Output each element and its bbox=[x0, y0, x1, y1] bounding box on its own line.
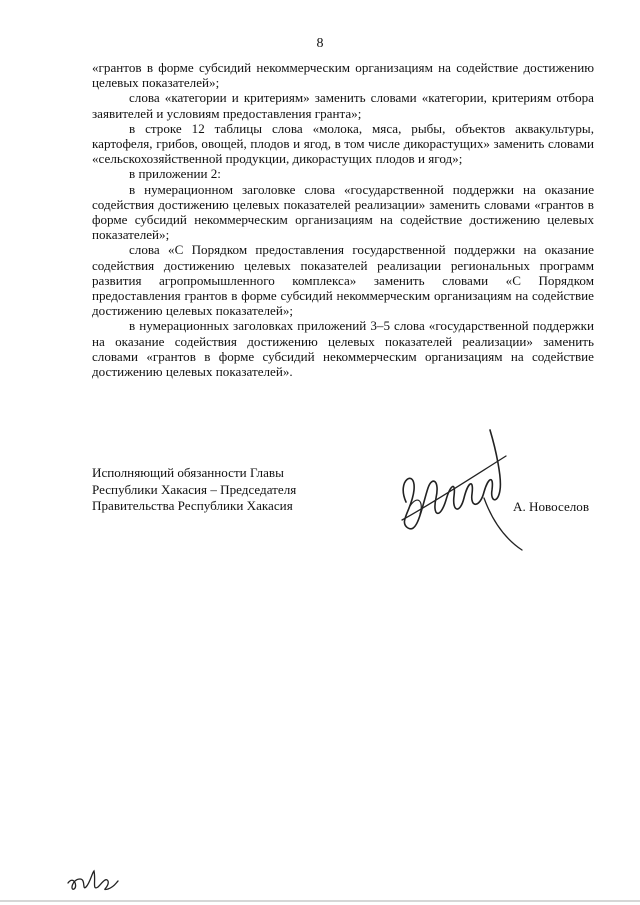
page-number: 8 bbox=[316, 36, 324, 51]
scan-edge bbox=[0, 900, 640, 902]
paragraph: в нумерационном заголовке слова «государственной поддержки на оказание содействия достижению целевых показателей реализации» заменить словами «грантов в форме субсидий некоммерческим организациям на содействие достижению целевых показателей»; bbox=[92, 181, 594, 243]
body-text bbox=[92, 60, 594, 379]
paragraph: слова «С Порядком предоставления государственной поддержки на оказание содействия достижению целевых показателей реализации региональных программ развития агропромышленного комплекса» заменить словами «С Порядком предоставления грантов в форме субсидий некоммерческим организациям на содействие достижению целевых показателей»; bbox=[92, 242, 594, 319]
paragraph: в приложении 2: bbox=[129, 166, 221, 182]
paragraph: слова «категории и критериям» заменить словами «категории, критериям отбора заявителей и условиям предоставления гранта»; bbox=[92, 90, 594, 121]
handwritten-signature bbox=[388, 410, 528, 560]
paragraph: в нумерационных заголовках приложений 3–5 слова «государственной поддержки на оказание содействия достижению целевых показателей реализации» заменить словами «грантов в форме субсидий некоммерческим организациям на содействие достижению целевых показателей». bbox=[92, 318, 594, 380]
signatory-title: Исполняющий обязанности Главы Республики Хакасия – Председателя Правительства Республики Хакасия bbox=[92, 465, 297, 513]
paragraph: в строке 12 таблицы слова «молока, мяса, рыбы, объектов аквакультуры, картофеля, грибов, овощей, плодов и ягод, в том числе дикорастущих» заменить словами «сельскохозяйственной продукции, дикорастущих плодов и ягод»; bbox=[92, 120, 594, 167]
signer-name: А. Новоселов bbox=[513, 499, 590, 514]
handwritten-initials bbox=[64, 863, 120, 897]
paragraph: «грантов в форме субсидий некоммерческим организациям на содействие достижению целевых показателей»; bbox=[92, 60, 594, 91]
